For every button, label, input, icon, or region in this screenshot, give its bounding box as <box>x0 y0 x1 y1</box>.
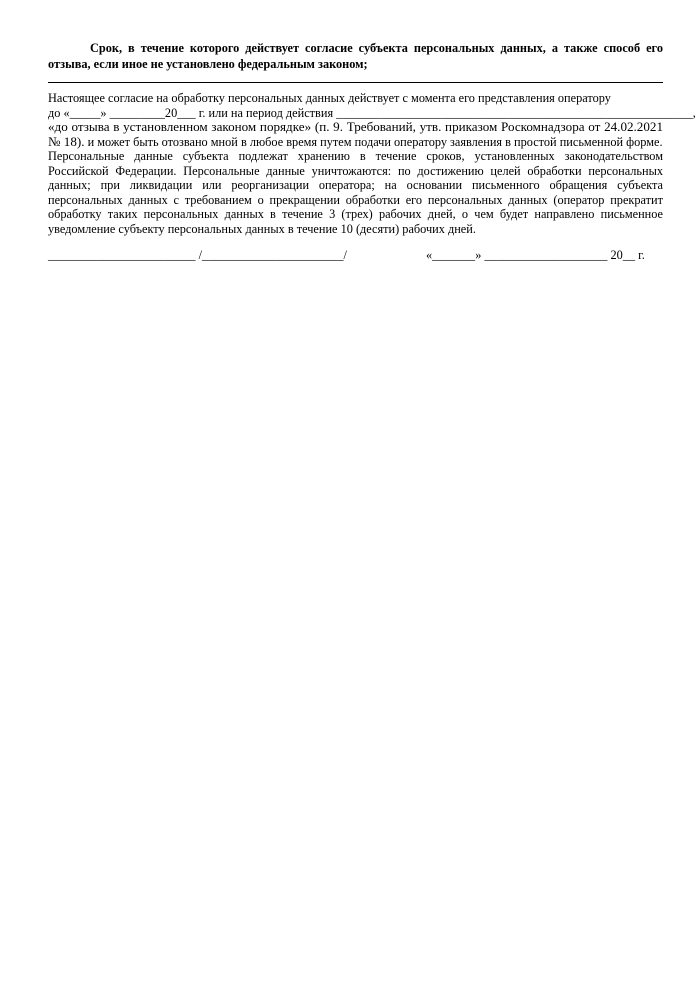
revocation-quote: «до отзыва в установленном законом порядке» (п. 9. Требований, утв. приказом Роскомнадзора от 24.02.2021 № 18). <box>48 119 663 149</box>
revocation-paragraph <box>48 120 663 149</box>
consent-period-line: до «_____» _________20___ г. или на период действия __________________________________________________________, <box>48 105 696 120</box>
document-page <box>48 40 696 236</box>
signature-field: ________________________ /_______________________/ <box>48 248 347 262</box>
divider-line <box>48 82 663 83</box>
revocation-tail: и может быть отозвано мной в любое время путем подачи оператору заявления в простой письменной форме. <box>84 134 663 149</box>
storage-paragraph: Персональные данные субъекта подлежат хранению в течение сроков, установленных законодательством Российской Федерации. Персональные данные уничтожаются: по достижению целей обработки персональных данных; при ликвидации или реорганизации оператора; на основании письменного обращения субъекта персональных данных с требованием о прекращении обработки его персональных данных (оператор прекратит обработку таких персональных данных в течение 3 (трех) рабочих дней, о чем будет направлено письменное уведомление субъекту персональных данных в течение 10 (десяти) рабочих дней. <box>48 149 663 236</box>
consent-text: Настоящее согласие на обработку персональных данных действует с момента его представления оператору <box>48 91 611 105</box>
section-heading: Срок, в течение которого действует согласие субъекта персональных данных, а также способ его отзыва, если иное не установлено федеральным законом; <box>48 41 663 71</box>
consent-paragraph <box>48 91 663 106</box>
date-field: «_______» ____________________ 20__ г. <box>426 248 645 262</box>
